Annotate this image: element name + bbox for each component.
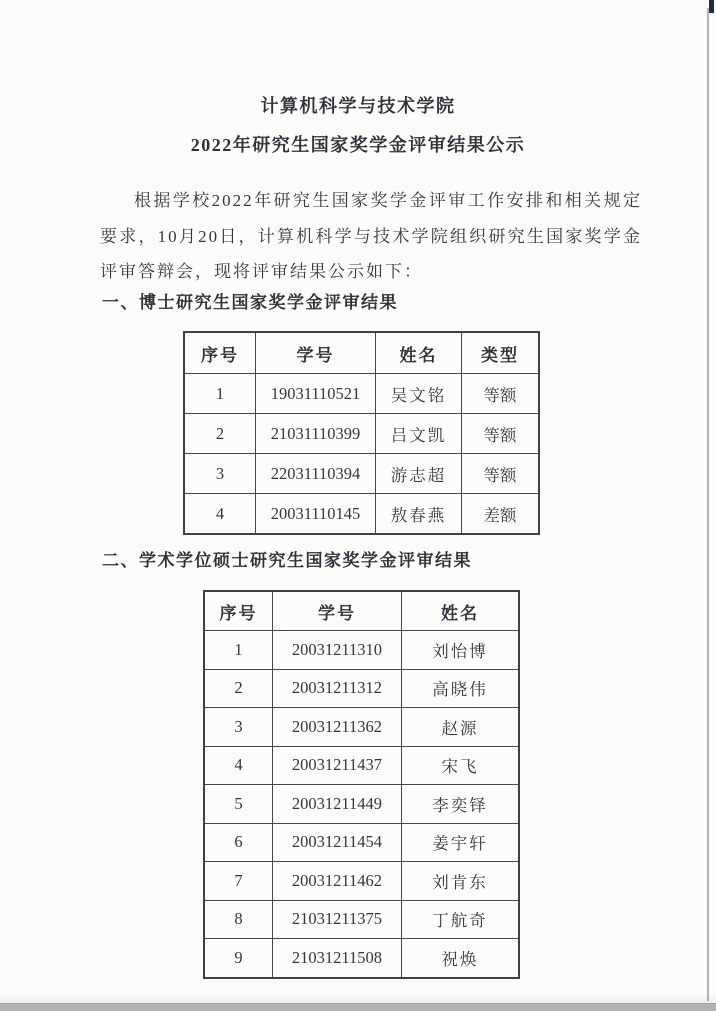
header-row xyxy=(184,332,539,374)
table-row xyxy=(204,939,519,978)
table-row xyxy=(204,862,519,901)
table-cell: 19031110521 xyxy=(256,374,376,414)
table-cell: 20031211462 xyxy=(273,862,402,901)
header-row xyxy=(204,591,519,631)
table-row xyxy=(184,454,539,494)
table-cell: 21031110399 xyxy=(256,414,376,454)
table-cell: 敖春燕 xyxy=(376,494,462,535)
table-cell: 宋飞 xyxy=(402,746,520,785)
table-cell: 20031211312 xyxy=(273,669,402,708)
table-cell: 21031211508 xyxy=(273,939,402,978)
table-row xyxy=(204,708,519,747)
table-cell: 22031110394 xyxy=(256,454,376,494)
table-cell: 赵源 xyxy=(402,708,520,747)
header-cell: 学号 xyxy=(256,332,376,374)
table-cell: 20031211362 xyxy=(273,708,402,747)
table-cell: 差额 xyxy=(462,494,540,535)
table-row xyxy=(204,631,519,670)
table-cell: 4 xyxy=(204,746,273,785)
document-title-line2: 2022年研究生国家奖学金评审结果公示 xyxy=(190,135,526,155)
section2-heading: 二、学术学位硕士研究生国家奖学金评审结果 xyxy=(102,551,472,570)
table-cell: 刘怡博 xyxy=(402,631,520,670)
masters-results-table xyxy=(203,590,520,979)
table-cell: 8 xyxy=(204,900,273,939)
table-cell: 丁航奇 xyxy=(402,900,520,939)
table-cell: 游志超 xyxy=(376,454,462,494)
table-row xyxy=(184,414,539,454)
table-cell: 9 xyxy=(204,939,273,978)
section1-heading: 一、博士研究生国家奖学金评审结果 xyxy=(102,293,398,312)
table-row xyxy=(184,374,539,414)
table-row xyxy=(184,494,539,535)
scan-bottom-band xyxy=(0,1003,716,1011)
table-cell: 3 xyxy=(204,708,273,747)
phd-results-table xyxy=(183,331,540,535)
table-cell: 高晓伟 xyxy=(402,669,520,708)
header-cell: 序号 xyxy=(184,332,256,374)
table-cell: 等额 xyxy=(462,454,540,494)
table-cell: 4 xyxy=(184,494,256,535)
table-cell: 姜宇轩 xyxy=(402,823,520,862)
table-row xyxy=(204,823,519,862)
table-cell: 祝焕 xyxy=(402,939,520,978)
header-cell: 学号 xyxy=(273,591,402,631)
scan-edge-line xyxy=(707,8,709,1001)
table-cell: 6 xyxy=(204,823,273,862)
table-cell: 21031211375 xyxy=(273,900,402,939)
document-title-line1: 计算机科学与技术学院 xyxy=(260,96,456,116)
table-cell: 吕文凯 xyxy=(376,414,462,454)
table-cell: 等额 xyxy=(462,414,540,454)
table-cell: 刘肯东 xyxy=(402,862,520,901)
header-cell: 姓名 xyxy=(376,332,462,374)
table-cell: 李奕铎 xyxy=(402,785,520,824)
table-cell: 5 xyxy=(204,785,273,824)
table-row xyxy=(204,900,519,939)
table-cell: 吴文铭 xyxy=(376,374,462,414)
table-cell: 7 xyxy=(204,862,273,901)
header-cell: 序号 xyxy=(204,591,273,631)
table-row xyxy=(204,746,519,785)
table-cell: 1 xyxy=(204,631,273,670)
table-cell: 20031211449 xyxy=(273,785,402,824)
table-cell: 3 xyxy=(184,454,256,494)
intro-paragraph: 根据学校2022年研究生国家奖学金评审工作安排和相关规定要求，10月20日，计算机科学与技术学院组织研究生国家奖学金评审答辩会，现将评审结果公示如下： xyxy=(100,191,642,281)
table-cell: 20031211437 xyxy=(273,746,402,785)
table-cell: 2 xyxy=(204,669,273,708)
table-cell: 20031211454 xyxy=(273,823,402,862)
table-cell: 20031211310 xyxy=(273,631,402,670)
table-row xyxy=(204,785,519,824)
table-row xyxy=(204,669,519,708)
header-cell: 类型 xyxy=(462,332,540,374)
table-cell: 2 xyxy=(184,414,256,454)
header-cell: 姓名 xyxy=(402,591,520,631)
table-cell: 1 xyxy=(184,374,256,414)
table-cell: 等额 xyxy=(462,374,540,414)
scan-corner-mark xyxy=(709,0,714,13)
table-cell: 20031110145 xyxy=(256,494,376,535)
